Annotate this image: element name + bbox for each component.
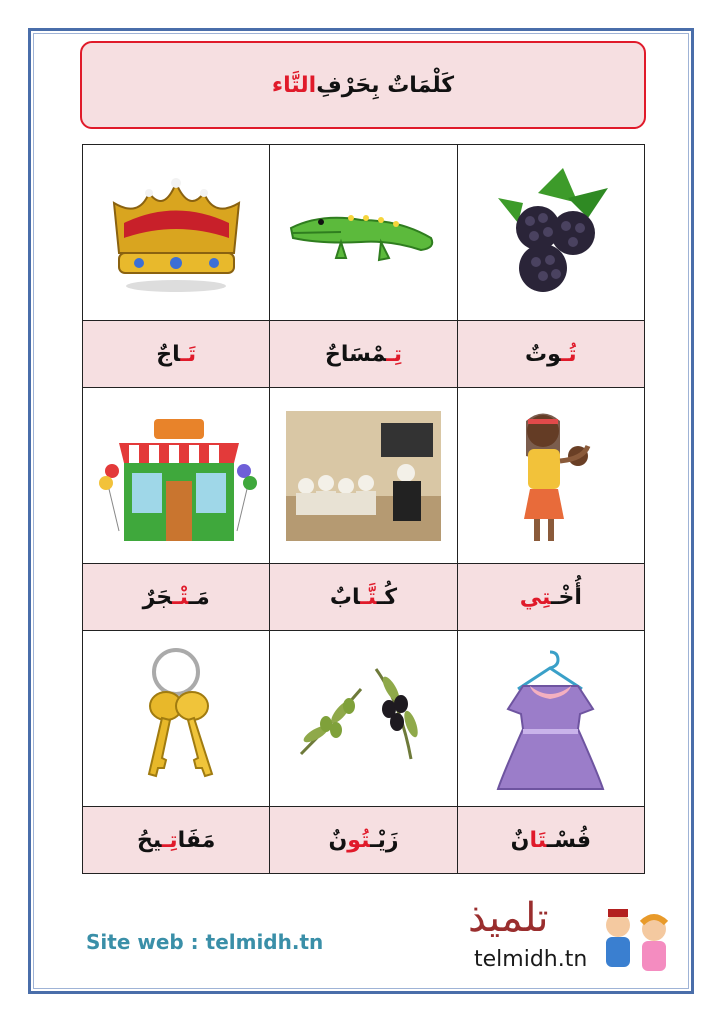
site-link[interactable]: Site web : telmidh.tn bbox=[86, 930, 324, 954]
cell-olives bbox=[270, 631, 457, 807]
dress-picture bbox=[468, 644, 633, 794]
title-highlight: التَّاء bbox=[271, 72, 317, 98]
cell-sisters bbox=[457, 388, 644, 564]
toy-shop-picture bbox=[94, 401, 259, 551]
crown-picture bbox=[94, 158, 259, 308]
word-cell: تِـمْسَاحٌ bbox=[270, 321, 457, 388]
cell-keys bbox=[83, 631, 270, 807]
word-cell: تَـاجٌ bbox=[83, 321, 270, 388]
blackberries-picture bbox=[468, 158, 633, 308]
cell-blackberries bbox=[457, 145, 644, 321]
word-grid bbox=[82, 144, 645, 874]
kids-icon bbox=[596, 903, 676, 983]
page-title bbox=[80, 41, 646, 129]
title-text: كَلْمَاتٌ بِحَرْفِ bbox=[316, 72, 455, 98]
word-cell: تُـوتٌ bbox=[457, 321, 644, 388]
olives-picture bbox=[281, 644, 446, 794]
image-row bbox=[83, 145, 645, 321]
sisters-picture bbox=[468, 401, 633, 551]
word-cell: مَفَاتِـيحُ bbox=[83, 807, 270, 874]
image-row bbox=[83, 631, 645, 807]
logo-latin: telmidh.tn bbox=[474, 947, 588, 972]
telmidh-logo bbox=[468, 895, 678, 985]
cell-toyshop bbox=[83, 388, 270, 564]
cell-kuttab bbox=[270, 388, 457, 564]
cell-crown bbox=[83, 145, 270, 321]
crocodile-picture bbox=[281, 158, 446, 308]
cell-dress bbox=[457, 631, 644, 807]
logo-arabic: تلميذ bbox=[468, 895, 549, 941]
cell-crocodile bbox=[270, 145, 457, 321]
image-row bbox=[83, 388, 645, 564]
word-cell: أُخْـتِي bbox=[457, 564, 644, 631]
word-cell: فُسْـتَانٌ bbox=[457, 807, 644, 874]
word-cell: زَيْـتُونٌ bbox=[270, 807, 457, 874]
word-row bbox=[83, 321, 645, 388]
kuttab-class-picture bbox=[281, 401, 446, 551]
word-row bbox=[83, 807, 645, 874]
word-cell: مَـتْـجَرٌ bbox=[83, 564, 270, 631]
word-cell: كُـتَّـابٌ bbox=[270, 564, 457, 631]
keys-picture bbox=[94, 644, 259, 794]
word-row bbox=[83, 564, 645, 631]
